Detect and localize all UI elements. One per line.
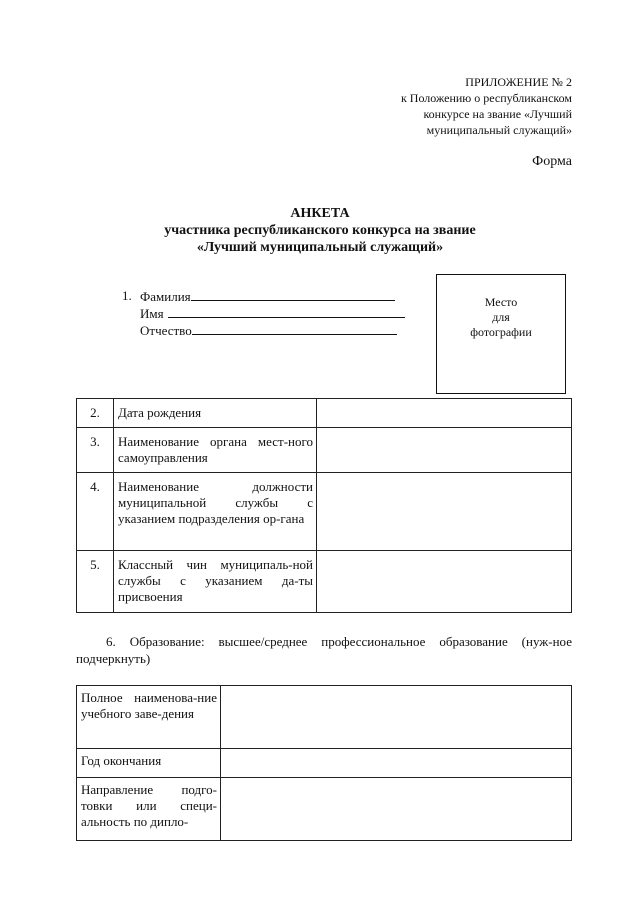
appendix-header bbox=[401, 74, 572, 138]
photo-line-1: Место bbox=[484, 295, 518, 309]
row-label: Наименование органа мест-ного самоуправления bbox=[114, 428, 317, 473]
institution-field[interactable] bbox=[221, 686, 572, 749]
table-row bbox=[77, 686, 572, 749]
appendix-line-4: муниципальный служащий» bbox=[426, 123, 572, 137]
class-rank-field[interactable] bbox=[317, 551, 572, 613]
table-row bbox=[77, 749, 572, 778]
row-number: 2. bbox=[77, 399, 114, 428]
title-line-3: «Лучший муниципальный служащий» bbox=[196, 240, 444, 255]
section-number: 1. bbox=[122, 288, 132, 303]
photo-line-3: фотографии bbox=[470, 325, 532, 339]
name-section bbox=[122, 287, 405, 338]
specialty-field[interactable] bbox=[221, 778, 572, 841]
row-label: Дата рождения bbox=[114, 399, 317, 428]
photo-placeholder[interactable] bbox=[436, 274, 566, 394]
education-table bbox=[76, 685, 572, 841]
title-line-2: участника республиканского конкурса на звание bbox=[164, 223, 476, 238]
table-row bbox=[77, 428, 572, 473]
row-label: Полное наименова-ние учебного заве-дения bbox=[77, 686, 221, 749]
form-label: Форма bbox=[532, 154, 572, 169]
title-line-1: АНКЕТА bbox=[290, 206, 350, 221]
row-number: 3. bbox=[77, 428, 114, 473]
birth-date-field[interactable] bbox=[317, 399, 572, 428]
patronymic-row bbox=[122, 321, 405, 338]
row-label: Направление подго-товки или специ-альность по дипло- bbox=[77, 778, 221, 841]
organ-name-field[interactable] bbox=[317, 428, 572, 473]
row-number: 5. bbox=[77, 551, 114, 613]
row-label: Наименование должности муниципальной службы с указанием подразделения ор-гана bbox=[114, 473, 317, 551]
patronymic-label: Отчество bbox=[140, 323, 192, 338]
personal-info-table bbox=[76, 398, 572, 613]
table-row bbox=[77, 399, 572, 428]
first-name-row bbox=[122, 304, 405, 321]
first-name-label: Имя bbox=[140, 306, 164, 321]
row-label: Год окончания bbox=[77, 749, 221, 778]
patronymic-field[interactable] bbox=[192, 321, 397, 335]
position-field[interactable] bbox=[317, 473, 572, 551]
table-row bbox=[77, 551, 572, 613]
table-row bbox=[77, 778, 572, 841]
surname-label: Фамилия bbox=[140, 289, 191, 304]
appendix-line-1: ПРИЛОЖЕНИЕ № 2 bbox=[465, 75, 572, 89]
table-row bbox=[77, 473, 572, 551]
appendix-line-2: к Положению о республиканском bbox=[400, 91, 572, 105]
document-title bbox=[0, 205, 640, 256]
appendix-line-3: конкурсе на звание «Лучший bbox=[423, 107, 572, 121]
row-label: Классный чин муниципаль-ной службы с указанием да-ты присвоения bbox=[114, 551, 317, 613]
graduation-year-field[interactable] bbox=[221, 749, 572, 778]
photo-line-2: для bbox=[492, 310, 510, 324]
education-text: 6. Образование: высшее/среднее профессиональное образование (нуж-ное подчеркнуть) bbox=[76, 634, 572, 666]
first-name-field[interactable] bbox=[168, 304, 405, 318]
education-section bbox=[76, 633, 572, 667]
surname-field[interactable] bbox=[191, 287, 395, 301]
row-number: 4. bbox=[77, 473, 114, 551]
surname-row bbox=[122, 287, 405, 304]
